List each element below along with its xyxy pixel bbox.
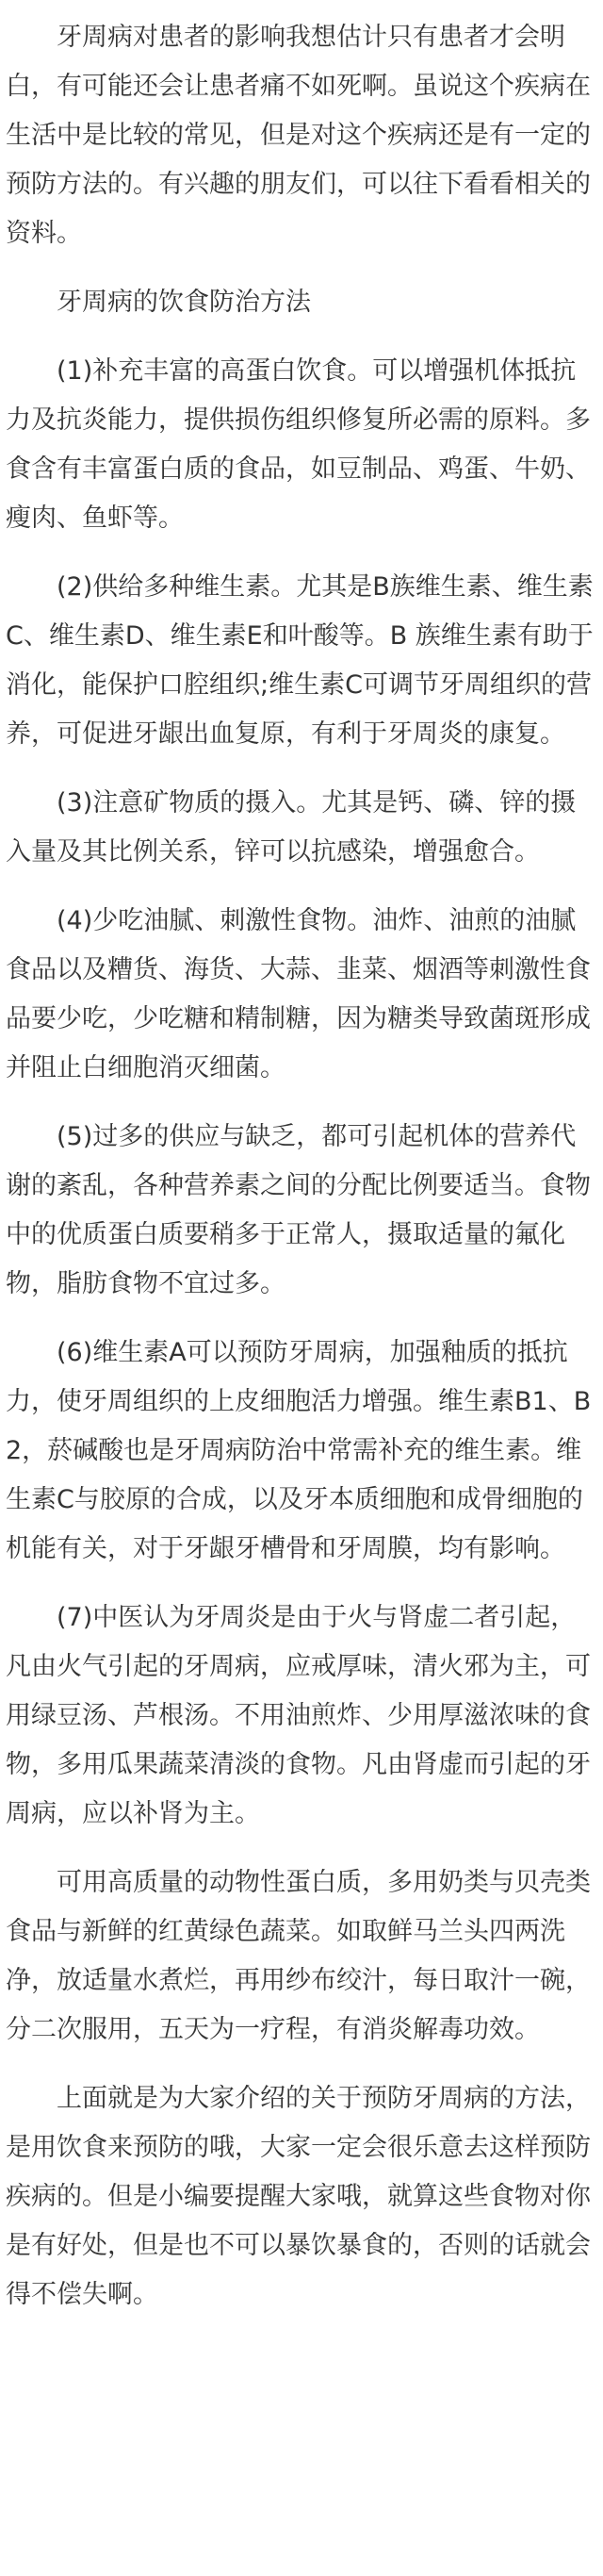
tip-vitamin-a-paragraph: (6)维生素A可以预防牙周病，加强釉质的抵抗力，使牙周组织的上皮细胞活力增强。维生素B1、B2，菸碱酸也是牙周病防治中常需补充的维生素。维生素C与胶原的合成，以及牙本质细胞和成骨细胞的机能有关，对于牙龈牙槽骨和牙周膜，均有影响。	[6, 1338, 592, 1563]
tip-tcm-paragraph: (7)中医认为牙周炎是由于火与肾虚二者引起，凡由火气引起的牙周病，应戒厚味，清火邪为主，可用绿豆汤、芦根汤。不用油煎炸、少用厚滋浓味的食物，多用瓜果蔬菜清淡的食物。凡由肾虚而引起的牙周病，应以补肾为主。	[6, 1603, 591, 1828]
tip-balance-paragraph: (5)过多的供应与缺乏，都可引起机体的营养代谢的紊乱，各种营养素之间的分配比例要适当。食物中的优质蛋白质要稍多于正常人，摄取适量的氟化物，脂肪食物不宜过多。	[6, 1122, 591, 1298]
tip-avoid-greasy-paragraph: (4)少吃油腻、刺激性食物。油炸、油煎的油腻食品以及糟货、海货、大蒜、韭菜、烟酒等刺激性食品要少吃，少吃糖和精制糖，因为糖类导致菌斑形成并阻止白细胞消灭细菌。	[6, 906, 591, 1082]
tip-protein-paragraph: (1)补充丰富的高蛋白饮食。可以增强机体抵抗力及抗炎能力，提供损伤组织修复所必需的原料。多食含有丰富蛋白质的食品，如豆制品、鸡蛋、牛奶、瘦肉、鱼虾等。	[6, 356, 591, 533]
conclusion-paragraph: 上面就是为大家介绍的关于预防牙周病的方法，是用饮食来预防的哦，大家一定会很乐意去这样预防疾病的。但是小编要提醒大家哦，就算这些食物对你是有好处，但是也不可以暴饮暴食的，否则的话就会得不偿失啊。	[6, 2084, 591, 2309]
tip-vitamins-paragraph: (2)供给多种维生素。尤其是B族维生素、维生素C、维生素D、维生素E和叶酸等。B 族维生素有助于消化，能保护口腔组织;维生素C可调节牙周组织的营养，可促进牙龈出血复原，有利于牙周炎的康复。	[6, 572, 594, 749]
intro-paragraph: 牙周病对患者的影响我想估计只有患者才会明白，有可能还会让患者痛不如死啊。虽说这个疾病在生活中是比较的常见，但是对这个疾病还是有一定的预防方法的。有兴趣的朋友们，可以往下看看相关的资料。	[6, 23, 591, 248]
recipe-paragraph: 可用高质量的动物性蛋白质，多用奶类与贝壳类食品与新鲜的红黄绿色蔬菜。如取鲜马兰头四两洗净，放适量水煮烂，再用纱布绞汁，每日取汁一碗，分二次服用，五天为一疗程，有消炎解毒功效。	[6, 1868, 591, 2044]
tip-minerals-paragraph: (3)注意矿物质的摄入。尤其是钙、磷、锌的摄入量及其比例关系，锌可以抗感染，增强愈合。	[6, 788, 577, 867]
section-heading: 牙周病的饮食防治方法	[57, 288, 311, 317]
